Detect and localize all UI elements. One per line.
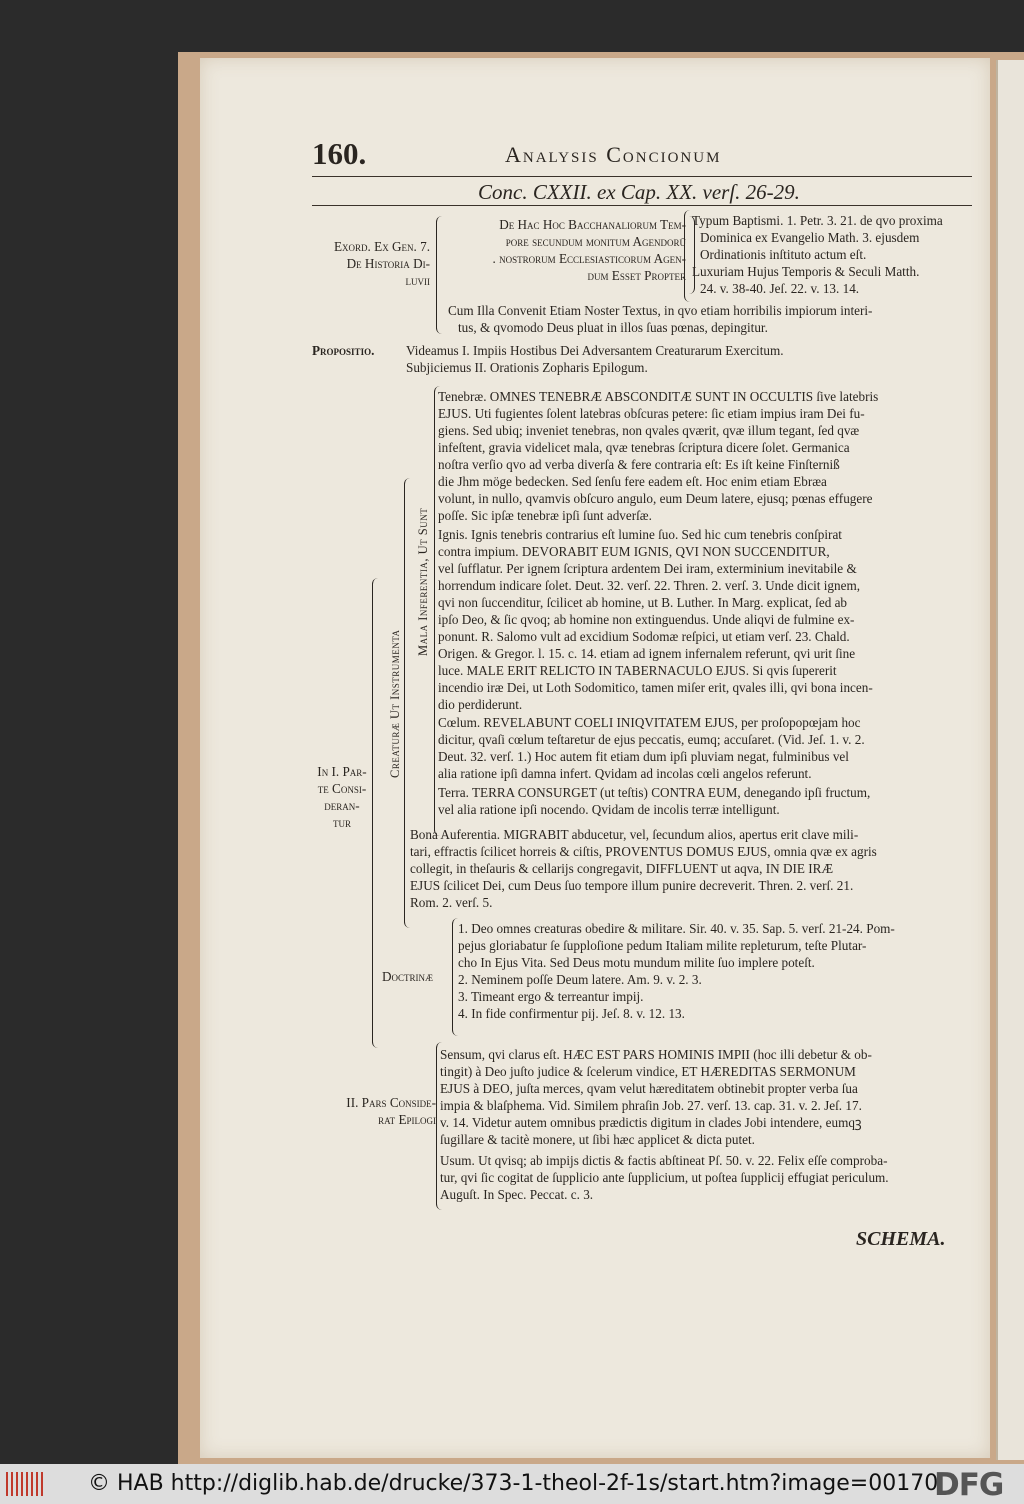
barcode-logo-icon bbox=[6, 1472, 46, 1496]
footer-copyright-link[interactable]: © HAB http://diglib.hab.de/drucke/373-1-theol-2f-1s/start.htm?image=00170 bbox=[88, 1471, 939, 1496]
subtitle-rule bbox=[312, 205, 972, 206]
sensum-block: Sensum, qvi clarus eſt. HÆC EST PARS HOMINIS IMPII (hoc illi debetur & ob- tingit) à Deo juſto judice & ſcelerum vindice, ET HÆREDITAS SERMONUM EJUS à DEO, juſta merces, qvam velut hæreditatem obtinebit propter verba ſua impia & blaſphema. Vid. Similem phraſin Job. 27. verſ. 13. cap. 31. v. 2. Jeſ. 17. v. 14. Videtur autem omnibus prædictis digitum in clades Jobi intendere, eumqꝫ ſugillare & tacitè monere, ut ſibi hæc applicet & dicta putet. bbox=[440, 1047, 872, 1147]
exordium-right-brace bbox=[684, 210, 691, 302]
mala-vertical-label: Mala Inferentia, Ut Sunt bbox=[416, 507, 430, 656]
exordium-label: Exord. Ex Gen. 7. De Historia Di- luvii bbox=[333, 239, 430, 288]
doctrinae-label: Doctrinæ bbox=[382, 969, 434, 984]
ignis-block: Ignis. Ignis tenebris contrarius eſt lumine ſuo. Sed hic cum tenebris conſpirat contra impium. DEVORABIT EUM IGNIS, QVI NON SUCCENDITUR, vel ſufflatur. Per ignem ſcriptura ardentem Dei iram, exterminium inevitabile & horrendum indicare ſolet. Deut. 32. verſ. 22. Thren. 2. verſ. 3. Unde dicit ignem, qvi non ſuccenditur, ſcilicet ab homine, ut B. Luther. In Marg. explicat, ſed ab ipſo Deo, & ſic qvoq; ab homine non extinguendus. Unde aliqvi de fulmine ex- ponunt. R. Salomo vult ad excidium Sodomæ reſpici, ut etiam verſ. 23. Chald. Origen. & Gregor. l. 15. c. 14. etiam ad ignem infernalem referunt, qvi urit ſine luce. MALE ERIT RELICTO IN TABERNACULO EJUS. Si qvis ſupererit incendio iræ Dei, ut Loth Sodomitico, tamen miſer erit, qvales illi, qvi bona incen- dio perdiderunt. bbox=[438, 527, 873, 712]
running-title: Analysis Concionum bbox=[505, 142, 722, 167]
page-number: 160. bbox=[312, 136, 367, 171]
exordium-middle: De Hac Hoc Bacchanaliorum Tem- pore ſecundum monitum Agendorū . noſtrorum Eccleſiaſticorum Agen- dum Esset Propter bbox=[492, 217, 686, 283]
propositio-label: Propositio. bbox=[312, 343, 375, 358]
terra-block: Terra. TERRA CONSURGET (ut teſtis) CONTRA EUM, denegando ipſi fructum, vel alia ratione ipſi nocendo. Qvidam de incolis terræ intelligunt. bbox=[438, 785, 871, 817]
header-rule bbox=[312, 176, 972, 177]
footer-bar bbox=[0, 1464, 1024, 1504]
exordium-brace bbox=[436, 216, 443, 334]
exordium-cum-text: Cum Illa Convenit Etiam Noster Textus, in qvo etiam horribilis impiorum interi- tus, & qvomodo Deus pluat in illos ſuas pœnas, depingitur. bbox=[448, 303, 873, 335]
sermon-subtitle: Conc. CXXII. ex Cap. XX. verſ. 26-29. bbox=[478, 180, 800, 204]
pars1-label: In I. Par- te Consi- deran- tur bbox=[317, 764, 367, 830]
doctrinae-block: 1. Deo omnes creaturas obedire & militare. Sir. 40. v. 35. Sap. 5. verſ. 21-24. Pom- pejus gloriabatur ſe ſupploſione pedum Italiam milite repleturum, teſte Plutar- cho In Ejus Vita. Sed Deus motu mundum milite ſuo implere poteſt. 2. Neminem poſſe Deum latere. Am. 9. v. 2. 3. 3. Timeant ergo & terreantur impij. 4. In fide confirmentur pij. Jeſ. 8. v. 12. 13. bbox=[458, 921, 895, 1021]
dfg-logo: DFG bbox=[934, 1467, 1004, 1503]
exordium-right: Typum Baptismi. 1. Petr. 3. 21. de qvo proxima Dominica ex Evangelio Math. 3. ejusdem Ordinationis inſtituto actum eſt. Luxuriam Hujus Temporis & Seculi Matth. 24. v. 38-40. Jeſ. 22. v. 13. 14. bbox=[692, 213, 943, 296]
usum-block: Usum. Ut qvisq; ab impijs dictis & factis abſtineat Pſ. 50. v. 22. Felix eſſe comproba- tur, qvi ſic cogitat de ſupplicio ante ſupplicium, ut poſtea ſupplicij effugiat periculum. Auguſt. In Spec. Peccat. c. 3. bbox=[440, 1153, 889, 1202]
coelum-block: Cœlum. REVELABUNT COELI INIQVITATEM EJUS, per proſopopœjam hoc dicitur, qvaſi cœlum teſtaretur de ejus peccatis, eumq; accuſaret. (Vid. Jeſ. 1. v. 2. Deut. 32. verſ. 1.) Hoc autem fit etiam dum ipſi pluviam negat, fulminibus vel alia ratione ipſi damna infert. Qvidam ad incolas cœli angelos referunt. bbox=[438, 715, 865, 781]
creaturae-vertical-label: Creaturæ Ut Instrumenta bbox=[388, 629, 402, 778]
pars2-label: II. Pars Conside- rat Epilogi bbox=[346, 1095, 436, 1127]
tenebrae-block: Tenebræ. OMNES TENEBRÆ ABSCONDITÆ SUNT IN OCCULTIS ſive latebris EJUS. Uti fugientes ſolent latebras obſcuras petere: ſic etiam impius iram Dei fu- giens. Sed ubiq; inveniet tenebras, non qvales qværit, qvæ illum tegant, ſed qvæ infeſtent, gravia videlicet mala, qvæ tenebras ſcriptura dicere ſolet. Germanica noſtra verſio qvo ad verba diverſa & fere contraria eſt: Es iſt keine Finſterniß die Jhm möge bedecken. Sed ſenſu fere eadem eſt. Hoc enim etiam Ebræa volunt, in nullo, qvamvis obſcuro angulo, eum Deum latere, ejusq; pœnas effugere poſſe. Sic ipſæ tenebræ ipſi ſunt adverſæ. bbox=[438, 389, 879, 523]
bona-block: Bona Auferentia. MIGRABIT abducetur, vel, ſecundum alios, apertus erit clave mili- tari, effractis ſcilicet horreis & ciſtis, PROVENTUS DOMUS EJUS, omnia qvæ ex agris collegit, in theſauris & cellarijs congregavit, DIFFLUENT ut aqva, IN DIE IRÆ EJUS ſcilicet Dei, cum Deus ſuo tempore illum punire decreverit. Thren. 2. verſ. 21. Rom. 2. verſ. 5. bbox=[410, 827, 877, 910]
adjacent-page-edge bbox=[996, 60, 1024, 1460]
catchword: SCHEMA. bbox=[856, 1228, 946, 1250]
propositio-text: Videamus I. Impiis Hostibus Dei Adversantem Creaturarum Exercitum. Subjiciemus II. Orationis Zopharis Epilogum. bbox=[406, 343, 784, 375]
pars1-brace bbox=[372, 578, 379, 1048]
book-page bbox=[200, 58, 990, 1458]
